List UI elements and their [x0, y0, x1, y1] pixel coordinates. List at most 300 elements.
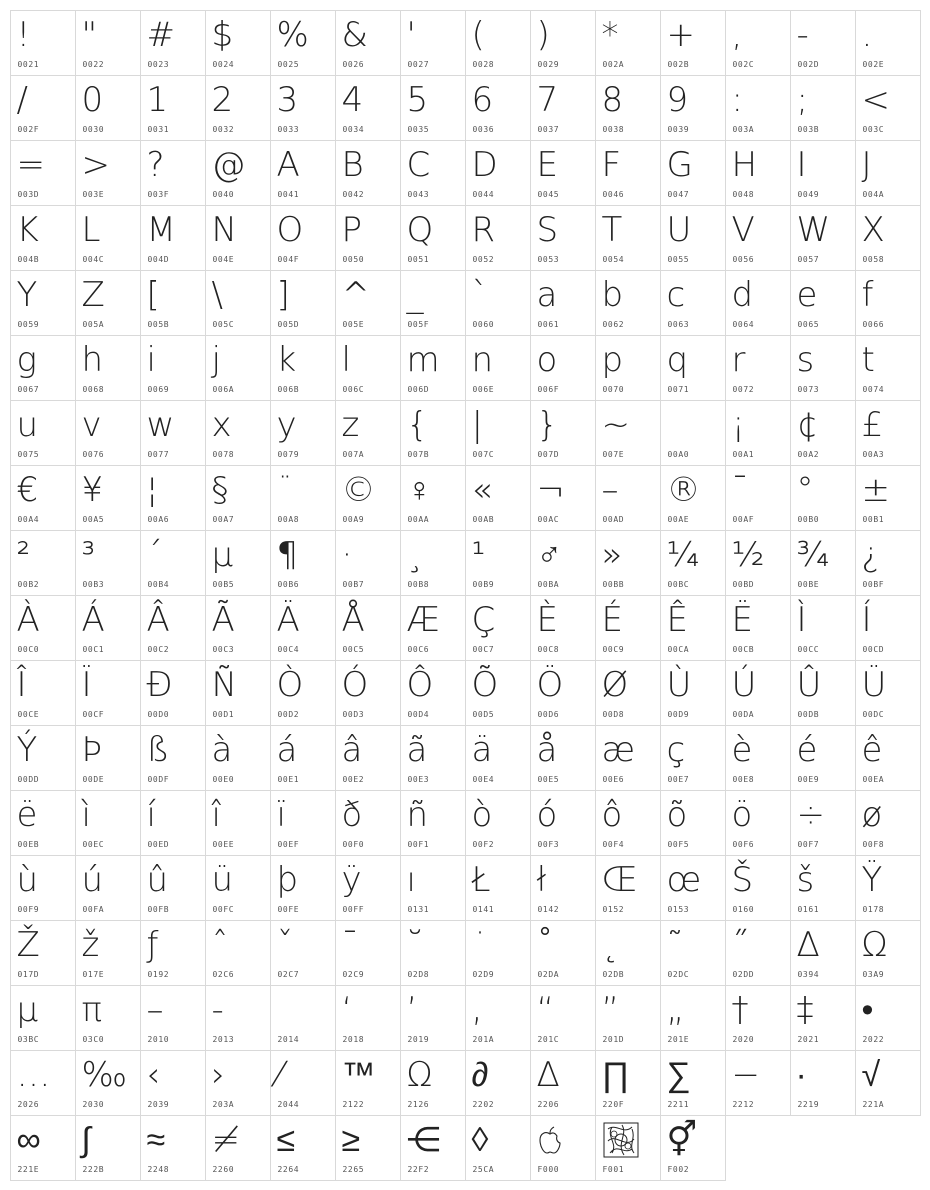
- glyph-sample: ì: [81, 794, 90, 835]
- glyph-cell: [270, 530, 336, 596]
- glyph-code-label: 0073: [797, 384, 820, 394]
- glyph-sample: ;: [796, 79, 807, 120]
- glyph-cell: [855, 790, 921, 856]
- glyph-cell: [855, 595, 921, 661]
- glyph-code-label: 00A6: [147, 514, 170, 524]
- glyph-sample: ¨: [276, 469, 293, 510]
- glyph-code-label: 004E: [212, 254, 235, 264]
- glyph-cell: [205, 530, 271, 596]
- glyph-code-label: 0062: [602, 319, 625, 329]
- glyph-cell: [140, 530, 206, 596]
- glyph-sample: ÷: [796, 794, 824, 835]
- glyph-sample: ¸: [406, 534, 423, 575]
- glyph-code-label: 00CC: [797, 644, 820, 654]
- glyph-sample: n: [471, 339, 493, 380]
- glyph-code-label: 0032: [212, 124, 235, 134]
- glyph-sample: E: [536, 144, 557, 185]
- glyph-sample: ≤: [276, 1119, 295, 1160]
- glyph-code-label: 00BB: [602, 579, 625, 589]
- glyph-sample: \: [211, 274, 222, 315]
- glyph-sample: ˇ: [276, 924, 293, 965]
- glyph-code-label: 0057: [797, 254, 820, 264]
- glyph-code-label: 005A: [82, 319, 105, 329]
- glyph-cell: [465, 1115, 531, 1181]
- glyph-sample: A: [276, 144, 299, 185]
- glyph-cell: [530, 985, 596, 1051]
- glyph-sample: T: [601, 209, 622, 250]
- glyph-code-label: 007C: [472, 449, 495, 459]
- glyph-code-label: 00F5: [667, 839, 690, 849]
- glyph-sample: ⋲: [406, 1119, 440, 1160]
- glyph-code-label: 2126: [407, 1099, 430, 1109]
- glyph-code-label: 0058: [862, 254, 885, 264]
- glyph-code-label: 221E: [17, 1164, 40, 1174]
- glyph-code-label: 006D: [407, 384, 430, 394]
- glyph-cell: [530, 140, 596, 206]
- glyph-sample: [: [146, 274, 159, 315]
- glyph-code-label: 00D2: [277, 709, 300, 719]
- glyph-code-label: 0071: [667, 384, 690, 394]
- glyph-cell: [335, 335, 401, 401]
- glyph-code-label: 00D4: [407, 709, 430, 719]
- glyph-code-label: 00E7: [667, 774, 690, 784]
- glyph-sample: ¼: [666, 534, 699, 575]
- glyph-sample: *: [601, 14, 618, 55]
- glyph-code-label: 00E9: [797, 774, 820, 784]
- glyph-sample: e: [796, 274, 817, 315]
- glyph-cell: [335, 595, 401, 661]
- glyph-code-label: 2026: [17, 1099, 40, 1109]
- glyph-cell: [855, 10, 921, 76]
- glyph-code-label: 00C3: [212, 644, 235, 654]
- glyph-cell: [205, 725, 271, 791]
- glyph-sample: ¾: [796, 534, 829, 575]
- glyph-sample: I: [796, 144, 806, 185]
- glyph-sample: ⁄: [276, 1054, 282, 1095]
- glyph-sample: Ø: [601, 664, 628, 705]
- glyph-cell: [530, 10, 596, 76]
- glyph-cell: [660, 920, 726, 986]
- glyph-sample: f: [861, 274, 873, 315]
- glyph-sample: q: [666, 339, 688, 380]
- glyph-code-label: 00BC: [667, 579, 690, 589]
- glyph-cell: [595, 920, 661, 986]
- glyph-cell: [465, 920, 531, 986]
- glyph-code-label: 2264: [277, 1164, 300, 1174]
- glyph-cell: [595, 140, 661, 206]
- glyph-sample: Δ: [796, 924, 819, 965]
- glyph-code-label: 220F: [602, 1099, 625, 1109]
- glyph-cell: [270, 1050, 336, 1116]
- glyph-sample: O: [276, 209, 303, 250]
- glyph-cell: [725, 1050, 791, 1116]
- glyph-code-label: 0072: [732, 384, 755, 394]
- glyph-cell: [595, 1115, 661, 1181]
- glyph-sample: ∆: [536, 1054, 559, 1095]
- glyph-cell: [205, 140, 271, 206]
- glyph-sample: »: [601, 534, 622, 575]
- glyph-sample: X: [861, 209, 884, 250]
- glyph-cell: [400, 920, 466, 986]
- glyph-code-label: 00F2: [472, 839, 495, 849]
- glyph-sample: ‘: [341, 989, 352, 1030]
- glyph-cell: [725, 140, 791, 206]
- glyph-sample: „: [666, 989, 684, 1030]
- glyph-code-label: 03C0: [82, 1034, 105, 1044]
- glyph-sample: ¹: [471, 534, 485, 575]
- glyph-code-label: 2248: [147, 1164, 170, 1174]
- glyph-cell: [400, 205, 466, 271]
- glyph-code-label: 02DA: [537, 969, 560, 979]
- glyph-sample: ï: [276, 794, 285, 835]
- glyph-sample: ¡: [731, 404, 745, 445]
- glyph-code-label: 201A: [472, 1034, 495, 1044]
- glyph-code-label: 0037: [537, 124, 560, 134]
- glyph-cell: [10, 1115, 76, 1181]
- glyph-sample: ¶: [276, 534, 298, 575]
- glyph-code-label: 0076: [82, 449, 105, 459]
- glyph-sample: {: [406, 404, 428, 445]
- glyph-code-label: 00E4: [472, 774, 495, 784]
- glyph-code-label: 005B: [147, 319, 170, 329]
- glyph-code-label: 203A: [212, 1099, 235, 1109]
- glyph-sample: w: [146, 404, 174, 445]
- glyph-code-label: 0064: [732, 319, 755, 329]
- glyph-sample: œ: [666, 859, 701, 900]
- glyph-code-label: F002: [667, 1164, 690, 1174]
- glyph-code-label: 0051: [407, 254, 430, 264]
- glyph-cell: [205, 660, 271, 726]
- glyph-code-label: 00C5: [342, 644, 365, 654]
- glyph-cell: [205, 985, 271, 1051]
- glyph-code-label: 00C6: [407, 644, 430, 654]
- glyph-cell: [400, 1115, 466, 1181]
- glyph-code-label: 00D3: [342, 709, 365, 719]
- glyph-code-label: 002A: [602, 59, 625, 69]
- glyph-sample: Ü: [861, 664, 886, 705]
- glyph-sample: ≥: [341, 1119, 360, 1160]
- glyph-sample: –: [146, 989, 163, 1030]
- glyph-code-label: 2014: [277, 1034, 300, 1044]
- glyph-grid: [10, 10, 920, 1180]
- glyph-sample: Q: [406, 209, 433, 250]
- glyph-sample: ½: [731, 534, 764, 575]
- glyph-cell: [140, 465, 206, 531]
- glyph-cell: [75, 660, 141, 726]
- glyph-sample: #: [146, 14, 174, 55]
- glyph-cell: [790, 465, 856, 531]
- glyph-cell: [725, 790, 791, 856]
- glyph-cell: [595, 205, 661, 271]
- glyph-cell: [140, 660, 206, 726]
- glyph-code-label: 0021: [17, 59, 40, 69]
- glyph-code-label: 00A0: [667, 449, 690, 459]
- glyph-code-label: 0039: [667, 124, 690, 134]
- glyph-sample: ˉ: [341, 924, 358, 965]
- glyph-code-label: 0025: [277, 59, 300, 69]
- glyph-cell: [855, 335, 921, 401]
- glyph-code-label: 00AB: [472, 514, 495, 524]
- glyph-cell: [10, 140, 76, 206]
- glyph-cell: [855, 920, 921, 986]
- glyph-sample: .: [861, 14, 872, 55]
- glyph-cell: [270, 75, 336, 141]
- glyph-sample: «: [471, 469, 492, 510]
- glyph-cell: [140, 205, 206, 271]
- glyph-cell: [855, 530, 921, 596]
- glyph-cell: [270, 1115, 336, 1181]
- glyph-cell: [530, 660, 596, 726]
- glyph-sample: €: [16, 469, 38, 510]
- glyph-cell: [855, 270, 921, 336]
- glyph-cell: [595, 10, 661, 76]
- glyph-cell: [725, 725, 791, 791]
- glyph-sample: z: [341, 404, 359, 445]
- glyph-sample: <: [861, 79, 889, 120]
- glyph-cell: [725, 595, 791, 661]
- glyph-code-label: 00DB: [797, 709, 820, 719]
- glyph-cell: [140, 75, 206, 141]
- glyph-sample: ä: [471, 729, 492, 770]
- glyph-cell: [530, 855, 596, 921]
- glyph-cell: [335, 855, 401, 921]
- glyph-cell: [75, 270, 141, 336]
- glyph-code-label: 005E: [342, 319, 365, 329]
- glyph-sample: U: [666, 209, 691, 250]
- glyph-sample: ´: [146, 534, 162, 575]
- glyph-cell: [335, 660, 401, 726]
- glyph-sample: 8: [601, 79, 623, 120]
- glyph-cell: [530, 205, 596, 271]
- glyph-code-label: 0065: [797, 319, 820, 329]
- glyph-cell: [10, 465, 76, 531]
- glyph-code-label: 0077: [147, 449, 170, 459]
- glyph-cell: [465, 10, 531, 76]
- glyph-cell: [855, 855, 921, 921]
- glyph-code-label: 007B: [407, 449, 430, 459]
- glyph-sample: á: [276, 729, 297, 770]
- glyph-code-label: 00C9: [602, 644, 625, 654]
- glyph-sample: ²: [16, 534, 30, 575]
- glyph-sample: 1: [146, 79, 168, 120]
- glyph-cell: [530, 270, 596, 336]
- glyph-code-label: 00DC: [862, 709, 885, 719]
- glyph-code-label: 0142: [537, 904, 560, 914]
- glyph-sample: Ö: [536, 664, 563, 705]
- glyph-cell: [75, 1050, 141, 1116]
- glyph-code-label: 0131: [407, 904, 430, 914]
- glyph-code-label: 00C8: [537, 644, 560, 654]
- glyph-sample: ˝: [731, 924, 748, 965]
- glyph-code-label: 0153: [667, 904, 690, 914]
- glyph-sample: r: [731, 339, 745, 380]
- glyph-sample: ˜: [666, 924, 683, 965]
- glyph-code-label: 004A: [862, 189, 885, 199]
- glyph-cell: [205, 270, 271, 336]
- glyph-cell: [725, 855, 791, 921]
- glyph-sample: Ý: [16, 729, 37, 770]
- glyph-sample: ∙: [796, 1054, 805, 1095]
- glyph-sample: ": [81, 14, 97, 55]
- glyph-code-label: 003E: [82, 189, 105, 199]
- glyph-code-label: 0030: [82, 124, 105, 134]
- glyph-cell: [660, 660, 726, 726]
- glyph-cell: [140, 1115, 206, 1181]
- glyph-sample: 2: [211, 79, 233, 120]
- glyph-code-label: 003F: [147, 189, 170, 199]
- glyph-sample: /: [16, 79, 27, 120]
- glyph-cell: [205, 855, 271, 921]
- glyph-code-label: 0035: [407, 124, 430, 134]
- glyph-sample: ∑: [666, 1054, 690, 1095]
- glyph-code-label: 0026: [342, 59, 365, 69]
- glyph-code-label: 0069: [147, 384, 170, 394]
- glyph-code-label: 0053: [537, 254, 560, 264]
- glyph-cell: [270, 725, 336, 791]
- glyph-code-label: 00B2: [17, 579, 40, 589]
- glyph-cell: [855, 660, 921, 726]
- glyph-code-label: 0027: [407, 59, 430, 69]
- glyph-sample: Ñ: [211, 664, 236, 705]
- glyph-sample: P: [341, 209, 362, 250]
- glyph-code-label: 00A7: [212, 514, 235, 524]
- glyph-code-label: 00B3: [82, 579, 105, 589]
- glyph-code-label: 00BE: [797, 579, 820, 589]
- glyph-sample: 3: [276, 79, 298, 120]
- glyph-sample: ê: [861, 729, 882, 770]
- glyph-cell: [75, 10, 141, 76]
- glyph-cell: [335, 1115, 401, 1181]
- glyph-code-label: 0028: [472, 59, 495, 69]
- glyph-code-label: 00F7: [797, 839, 820, 849]
- glyph-cell: [660, 595, 726, 661]
- glyph-code-label: 002D: [797, 59, 820, 69]
- glyph-cell: [400, 725, 466, 791]
- glyph-code-label: 0047: [667, 189, 690, 199]
- glyph-cell: [725, 400, 791, 466]
- glyph-cell: [10, 400, 76, 466]
- glyph-code-label: 0042: [342, 189, 365, 199]
- glyph-code-label: 002B: [667, 59, 690, 69]
- glyph-sample: 0: [81, 79, 103, 120]
- glyph-cell: [75, 790, 141, 856]
- glyph-code-label: 00B5: [212, 579, 235, 589]
- glyph-cell: [10, 790, 76, 856]
- glyph-code-label: 2030: [82, 1099, 105, 1109]
- glyph-cell: [270, 10, 336, 76]
- glyph-sample: è: [731, 729, 752, 770]
- glyph-code-label: 0075: [17, 449, 40, 459]
- glyph-sample: þ: [276, 859, 298, 900]
- glyph-code-label: 2260: [212, 1164, 235, 1174]
- glyph-code-label: 006F: [537, 384, 560, 394]
- glyph-cell: [530, 1050, 596, 1116]
- glyph-sample: Þ: [81, 729, 102, 770]
- glyph-code-label: 0040: [212, 189, 235, 199]
- glyph-cell: [790, 75, 856, 141]
- glyph-cell: [270, 140, 336, 206]
- glyph-cell: [595, 335, 661, 401]
- glyph-code-label: 002E: [862, 59, 885, 69]
- glyph-code-label: 00A9: [342, 514, 365, 524]
- glyph-code-label: 007A: [342, 449, 365, 459]
- glyph-code-label: 2020: [732, 1034, 755, 1044]
- glyph-cell: [790, 660, 856, 726]
- glyph-code-label: 00B4: [147, 579, 170, 589]
- glyph-sample: î: [211, 794, 220, 835]
- glyph-cell: [205, 920, 271, 986]
- glyph-sample: ö: [731, 794, 752, 835]
- glyph-sample: $: [211, 14, 233, 55]
- glyph-sample: ,: [731, 14, 742, 55]
- glyph-sample: ó: [536, 794, 557, 835]
- glyph-cell: [10, 335, 76, 401]
- glyph-sample: Ë: [731, 599, 752, 640]
- glyph-sample: M: [146, 209, 175, 250]
- glyph-sample: ø: [861, 794, 882, 835]
- glyph-sample: ≠: [211, 1119, 239, 1160]
- glyph-cell: [530, 595, 596, 661]
- glyph-sample: ±: [861, 469, 889, 510]
- glyph-sample: Œ: [601, 859, 637, 900]
- glyph-code-label: 00F8: [862, 839, 885, 849]
- glyph-sample: ': [406, 14, 415, 55]
- glyph-code-label: 201D: [602, 1034, 625, 1044]
- glyph-code-label: 00B1: [862, 514, 885, 524]
- glyph-sample: ∂: [471, 1054, 488, 1095]
- glyph-cell: [205, 1115, 271, 1181]
- glyph-cell: [75, 335, 141, 401]
- glyph-code-label: 0049: [797, 189, 820, 199]
- glyph-code-label: 00DE: [82, 774, 105, 784]
- glyph-sample: ³: [81, 534, 95, 575]
- glyph-sample: Ž: [16, 924, 39, 965]
- glyph-code-label: 00EA: [862, 774, 885, 784]
- glyph-code-label: 00E0: [212, 774, 235, 784]
- glyph-sample: ß: [146, 729, 169, 770]
- glyph-sample: £: [861, 404, 883, 445]
- glyph-code-label: 00D0: [147, 709, 170, 719]
- glyph-sample: Ã: [211, 599, 234, 640]
- glyph-code-label: 00C1: [82, 644, 105, 654]
- glyph-cell: [335, 205, 401, 271]
- glyph-sample: ˛: [601, 924, 618, 965]
- glyph-sample: Å: [341, 599, 364, 640]
- glyph-cell: [270, 465, 336, 531]
- glyph-code-label: 2013: [212, 1034, 235, 1044]
- glyph-sample: S: [536, 209, 558, 250]
- glyph-cell: [270, 660, 336, 726]
- glyph-code-label: 003D: [17, 189, 40, 199]
- glyph-cell: [335, 10, 401, 76]
- glyph-sample: ¢: [796, 404, 818, 445]
- glyph-cell: [725, 270, 791, 336]
- glyph-cell: [465, 205, 531, 271]
- glyph-code-label: 00C4: [277, 644, 300, 654]
- glyph-cell: [400, 985, 466, 1051]
- glyph-code-label: 00BA: [537, 579, 560, 589]
- glyph-cell: [530, 400, 596, 466]
- glyph-sample: a: [536, 274, 557, 315]
- glyph-cell: [595, 855, 661, 921]
- glyph-code-label: 0045: [537, 189, 560, 199]
- glyph-cell: [270, 920, 336, 986]
- glyph-code-label: 003A: [732, 124, 755, 134]
- glyph-code-label: 00B6: [277, 579, 300, 589]
- glyph-cell: [465, 725, 531, 791]
- glyph-cell: [400, 790, 466, 856]
- glyph-sample: L: [81, 209, 100, 250]
